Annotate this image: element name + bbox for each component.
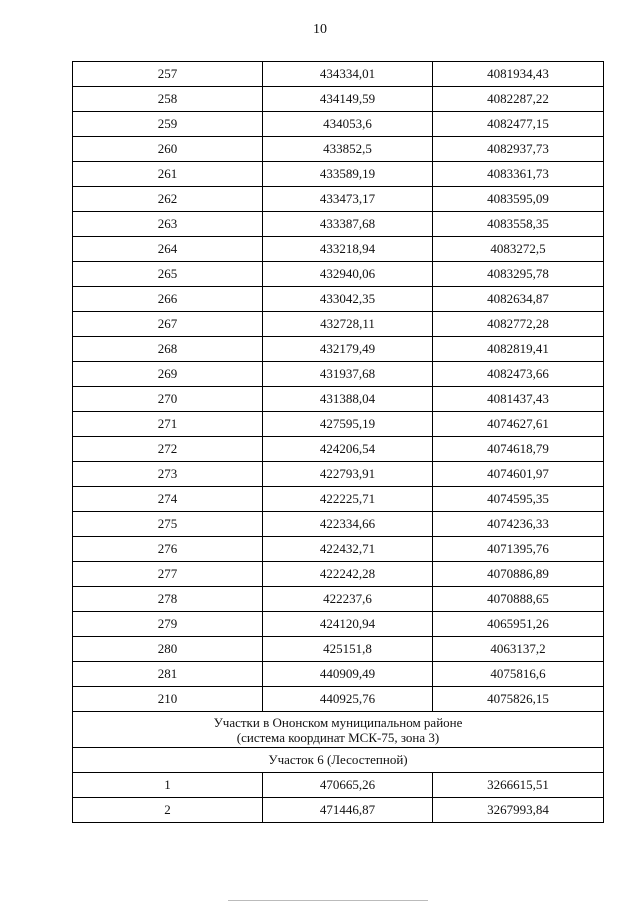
x-coordinate-cell: 431388,04 [263,387,433,412]
x-coordinate-cell: 440925,76 [263,687,433,712]
x-coordinate-cell: 422237,6 [263,587,433,612]
y-coordinate-cell: 4082477,15 [433,112,604,137]
point-number-cell: 263 [73,212,263,237]
point-number-cell: 260 [73,137,263,162]
table-row [73,362,604,387]
table-row [73,487,604,512]
y-coordinate-cell: 4063137,2 [433,637,604,662]
x-coordinate-cell: 440909,49 [263,662,433,687]
y-coordinate-cell: 4070886,89 [433,562,604,587]
x-coordinate-cell: 433473,17 [263,187,433,212]
x-coordinate-cell: 422225,71 [263,487,433,512]
point-number-cell: 279 [73,612,263,637]
point-number-cell: 264 [73,237,263,262]
point-number-cell: 272 [73,437,263,462]
point-number-cell: 257 [73,62,263,87]
y-coordinate-cell: 4082772,28 [433,312,604,337]
section-heading-row [73,712,604,748]
point-number-cell: 274 [73,487,263,512]
y-coordinate-cell: 4083295,78 [433,262,604,287]
x-coordinate-cell: 434053,6 [263,112,433,137]
x-coordinate-cell: 422432,71 [263,537,433,562]
subsection-heading-row [73,748,604,773]
section-heading-line2: (система координат МСК-75, зона 3) [236,729,440,745]
point-number-cell: 2 [73,798,263,823]
y-coordinate-cell: 4070888,65 [433,587,604,612]
y-coordinate-cell: 3267993,84 [433,798,604,823]
point-number-cell: 276 [73,537,263,562]
table-row [73,62,604,87]
y-coordinate-cell: 4083272,5 [433,237,604,262]
point-number-cell: 280 [73,637,263,662]
table-row [73,387,604,412]
y-coordinate-cell: 4074236,33 [433,512,604,537]
x-coordinate-cell: 425151,8 [263,637,433,662]
point-number-cell: 270 [73,387,263,412]
coordinates-table [72,61,604,823]
table-row [73,587,604,612]
y-coordinate-cell: 3266615,51 [433,773,604,798]
x-coordinate-cell: 432940,06 [263,262,433,287]
point-number-cell: 262 [73,187,263,212]
y-coordinate-cell: 4083558,35 [433,212,604,237]
section-heading-line1: Участки в Ононском муниципальном районе [213,714,463,730]
table-row [73,437,604,462]
x-coordinate-cell: 422793,91 [263,462,433,487]
point-number-cell: 261 [73,162,263,187]
table-row [73,537,604,562]
y-coordinate-cell: 4074595,35 [433,487,604,512]
y-coordinate-cell: 4075826,15 [433,687,604,712]
x-coordinate-cell: 433852,5 [263,137,433,162]
rows-after-group [73,773,604,823]
point-number-cell: 273 [73,462,263,487]
table-row [73,562,604,587]
x-coordinate-cell: 422334,66 [263,512,433,537]
y-coordinate-cell: 4083361,73 [433,162,604,187]
subsection-heading: Участок 6 (Лесостепной) [73,748,604,773]
y-coordinate-cell: 4071395,76 [433,537,604,562]
table-row [73,773,604,798]
page-number: 10 [313,22,327,37]
y-coordinate-cell: 4082287,22 [433,87,604,112]
x-coordinate-cell: 433042,35 [263,287,433,312]
y-coordinate-cell: 4082634,87 [433,287,604,312]
y-coordinate-cell: 4082819,41 [433,337,604,362]
x-coordinate-cell: 434149,59 [263,87,433,112]
point-number-cell: 266 [73,287,263,312]
table-row [73,337,604,362]
y-coordinate-cell: 4074618,79 [433,437,604,462]
y-coordinate-cell: 4082473,66 [433,362,604,387]
point-number-cell: 259 [73,112,263,137]
table-row [73,262,604,287]
point-number-cell: 268 [73,337,263,362]
x-coordinate-cell: 433387,68 [263,212,433,237]
bottom-divider [228,900,428,901]
x-coordinate-cell: 433218,94 [263,237,433,262]
table-row [73,212,604,237]
table-row [73,237,604,262]
x-coordinate-cell: 432179,49 [263,337,433,362]
y-coordinate-cell: 4083595,09 [433,187,604,212]
point-number-cell: 210 [73,687,263,712]
x-coordinate-cell: 422242,28 [263,562,433,587]
x-coordinate-cell: 424120,94 [263,612,433,637]
y-coordinate-cell: 4081934,43 [433,62,604,87]
rows-before-group [73,62,604,712]
x-coordinate-cell: 432728,11 [263,312,433,337]
x-coordinate-cell: 431937,68 [263,362,433,387]
point-number-cell: 265 [73,262,263,287]
point-number-cell: 258 [73,87,263,112]
table-row [73,612,604,637]
y-coordinate-cell: 4075816,6 [433,662,604,687]
point-number-cell: 275 [73,512,263,537]
y-coordinate-cell: 4074601,97 [433,462,604,487]
table-row [73,137,604,162]
table-row [73,637,604,662]
point-number-cell: 278 [73,587,263,612]
table-row [73,512,604,537]
x-coordinate-cell: 433589,19 [263,162,433,187]
section-heading [73,712,604,748]
x-coordinate-cell: 471446,87 [263,798,433,823]
table-row [73,798,604,823]
table-row [73,87,604,112]
table-row [73,687,604,712]
point-number-cell: 1 [73,773,263,798]
x-coordinate-cell: 434334,01 [263,62,433,87]
x-coordinate-cell: 424206,54 [263,437,433,462]
section-group [73,712,604,773]
table-row [73,662,604,687]
y-coordinate-cell: 4082937,73 [433,137,604,162]
x-coordinate-cell: 427595,19 [263,412,433,437]
y-coordinate-cell: 4065951,26 [433,612,604,637]
table-row [73,162,604,187]
point-number-cell: 281 [73,662,263,687]
y-coordinate-cell: 4081437,43 [433,387,604,412]
table-row [73,312,604,337]
table-row [73,462,604,487]
table-row [73,412,604,437]
y-coordinate-cell: 4074627,61 [433,412,604,437]
point-number-cell: 269 [73,362,263,387]
point-number-cell: 271 [73,412,263,437]
table-row [73,287,604,312]
table-row [73,187,604,212]
x-coordinate-cell: 470665,26 [263,773,433,798]
table-row [73,112,604,137]
point-number-cell: 277 [73,562,263,587]
point-number-cell: 267 [73,312,263,337]
